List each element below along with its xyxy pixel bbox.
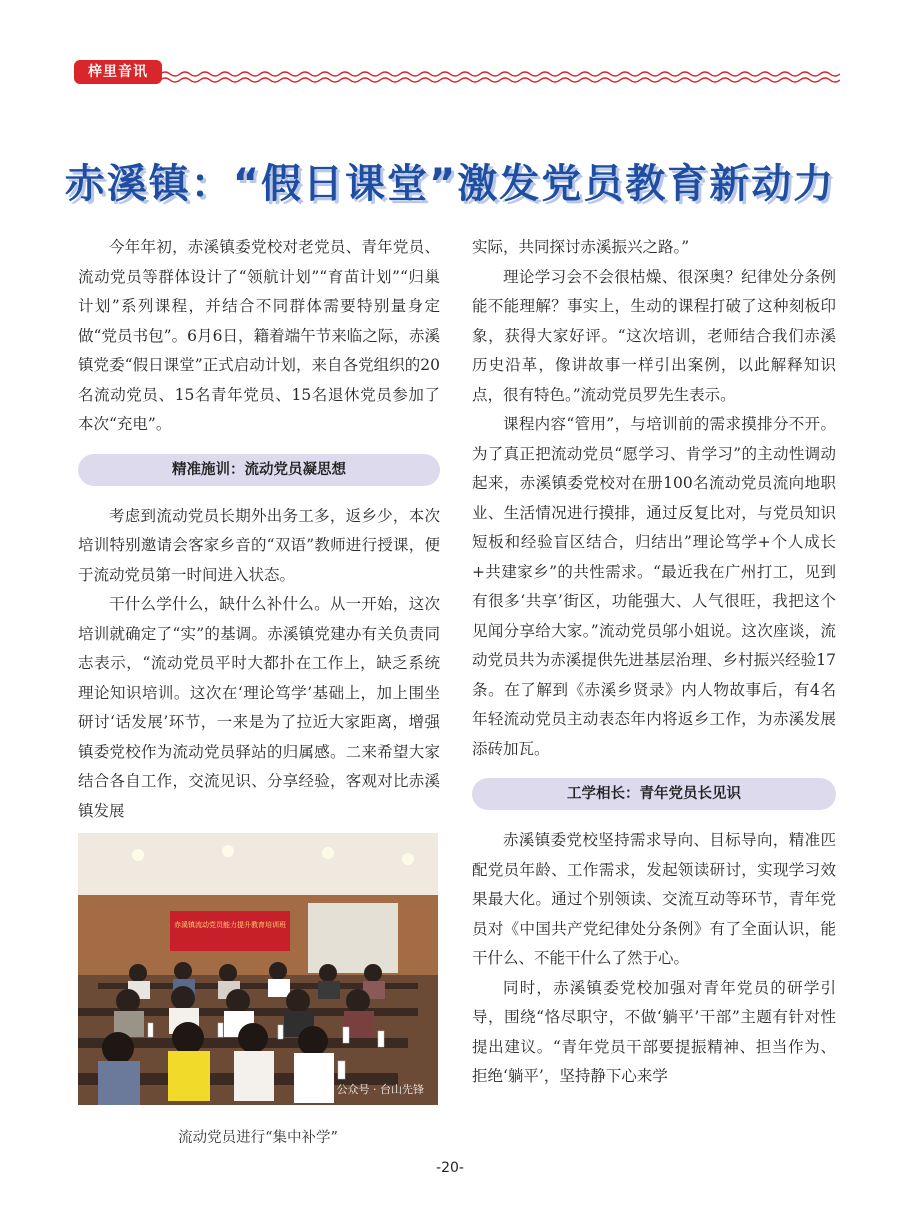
- paragraph: 赤溪镇委党校坚持需求导向、目标导向，精准匹配党员年龄、工作需求，发起领读研讨，实现学习效果最大化。通过个别领读、交流互动等环节，青年党员对《中国共产党纪律处分条例》有了全面认识，能干什么、不能干什么了然于心。: [472, 831, 836, 967]
- paragraph: 理论学习会不会很枯燥、很深奥？纪律处分条例能不能理解？事实上，生动的课程打破了这种刻板印象，获得大家好评。“这次培训，老师结合我们赤溪历史沿革，像讲故事一样引出案例，以此解释知识点，很有特色。”流动党员罗先生表示。: [472, 267, 836, 404]
- left-column: [78, 233, 440, 826]
- photo-caption: 流动党员进行“集中补学”: [178, 1130, 338, 1146]
- page-number: -20-: [436, 1160, 464, 1176]
- magazine-section-tag: 梓里音讯: [74, 60, 162, 84]
- watermark: 公众号 · 台山先锋: [336, 1083, 424, 1096]
- article-title: 赤溪镇：“假日课堂”激发党员教育新动力: [64, 161, 836, 207]
- classroom-illustration: [78, 833, 438, 1105]
- section-heading-precision-training: 精准施训：流动党员凝思想: [78, 454, 440, 486]
- paragraph-continued: 实际，共同探讨赤溪振兴之路。”: [472, 238, 690, 256]
- right-column: [472, 233, 836, 1092]
- paragraph: 同时，赤溪镇委党校加强对青年党员的研学引导，围绕“恪尽职守，不做‘躺平’干部”主题有针对性提出建议。“青年党员干部要提振精神、担当作为、拒绝‘躺平’，坚持静下心来学: [472, 978, 836, 1085]
- paragraph: 干什么学什么，缺什么补什么。从一开始，这次培训就确定了“实”的基调。赤溪镇党建办有关负责同志表示，“流动党员平时大都扑在工作上，缺乏系统理论知识培训。这次在‘理论笃学’基础上，加上围坐研讨‘话发展’环节，一来是为了拉近大家距离，增强镇委党校作为流动党员驿站的归属感。二来希望大家结合各自工作，交流见识、分享经验，客观对比赤溪镇发展: [78, 595, 440, 820]
- paragraph-intro: 今年年初，赤溪镇委党校对老党员、青年党员、流动党员等群体设计了“领航计划”“育苗计划”“归巢计划”系列课程，并结合不同群体需要特别量身定做“党员书包”。6月6日，籍着端午节来临之际，赤溪镇党委“假日课堂”正式启动计划，来自各党组织的20名流动党员、15名青年党员、15名退休党员参加了本次“充电”。: [78, 238, 440, 433]
- section-heading-work-study: 工学相长：青年党员长见识: [472, 778, 836, 810]
- training-session-photo: [78, 833, 438, 1105]
- banner-text: 赤溪镇流动党员能力提升教育培训班: [174, 921, 286, 929]
- paragraph: 考虑到流动党员长期外出务工多，返乡少，本次培训特别邀请会客家乡音的“双语”教师进行授课，便于流动党员第一时间进入状态。: [78, 506, 440, 584]
- decorative-wave-line: [160, 70, 840, 84]
- paragraph: 课程内容“管用”，与培训前的需求摸排分不开。为了真正把流动党员“愿学习、肯学习”的主动性调动起来，赤溪镇委党校对在册100名流动党员流向地职业、生活情况进行摸排，通过反复比对，与党员知识短板和经验盲区结合，归结出”理论笃学+个人成长+共建家乡”的共性需求。“最近我在广州打工，见到有很多‘共享’街区，功能强大、人气很旺，我把这个见闻分享给大家。”流动党员邬小姐说。这次座谈，流动党员共为赤溪提供先进基层治理、乡村振兴经验17条。在了解到《赤溪乡贤录》内人物故事后，有4名年轻流动党员主动表态年内将返乡工作，为赤溪发展添砖加瓦。: [472, 415, 836, 758]
